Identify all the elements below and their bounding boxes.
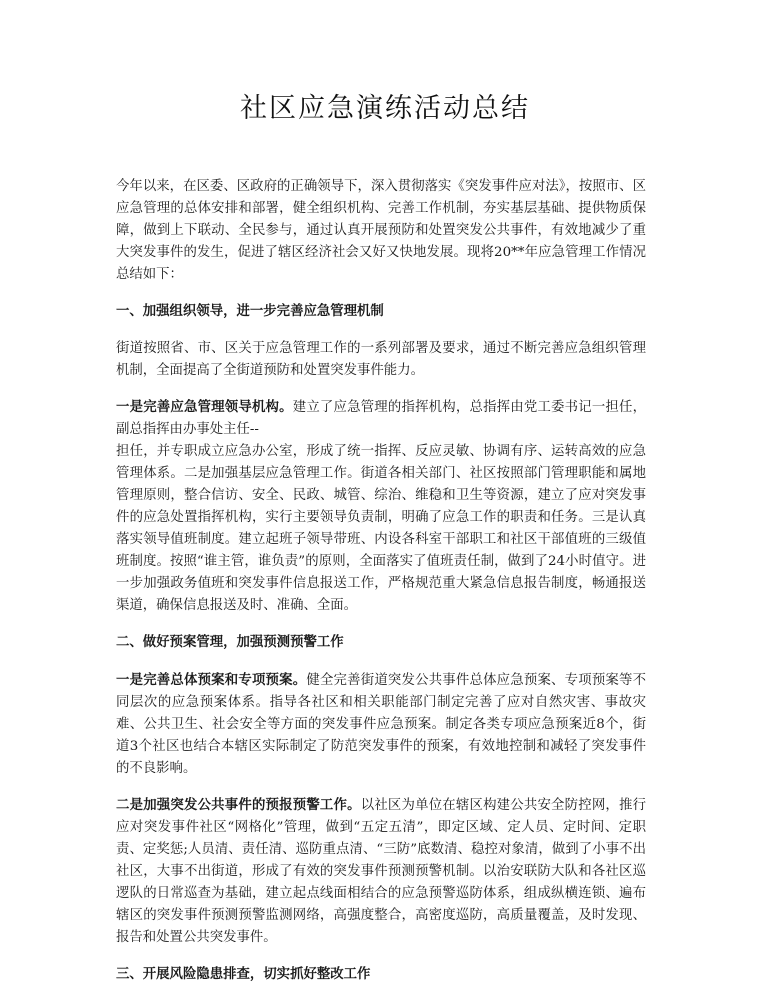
section-heading-2: 二、做好预案管理，加强预测预警工作 bbox=[116, 634, 344, 650]
section-heading-3: 三、开展风险隐患排查，切实抓好整改工作 bbox=[116, 966, 371, 982]
document-body bbox=[116, 176, 646, 1001]
intro-paragraph: 今年以来，在区委、区政府的正确领导下，深入贯彻落实《突发事件应对法》，按照市、区应急管理的总体安排和部署，健全组织机构、完善工作机制，夯实基层基础、提供物质保障，做到上下联动、全民参与，通过认真开展预防和处置突发公共事件，有效地减少了重大突发事件的发生，促进了辖区经济社会又好又快地发展。现将20**年应急管理工作情况总结如下： bbox=[116, 179, 646, 282]
paragraph-text: 健全完善街道突发公共事件总体应急预案、专项预案等不同层次的应急预案体系。指导各社区和相关职能部门制定完善了应对自然灾害、事故灾难、公共卫生、社会安全等方面的突发事件应急预案。制定各类专项应急预案近8个，街道3个社区也结合本辖区实际制定了防范突发事件的预案，有效地控制和减轻了突发事件的不良影响。 bbox=[116, 673, 647, 776]
document-title: 社区应急演练活动总结 bbox=[240, 93, 530, 124]
paragraph-lead: 一是完善应急管理领导机构。 bbox=[116, 399, 293, 415]
section-2-plan-paragraph bbox=[116, 669, 646, 780]
paragraph-text: 以社区为单位在辖区构建公共安全防控网，推行应对突发事件社区“网格化”管理，做到“五定五清”，即定区域、定人员、定时间、定职责、定奖惩;人员清、责任清、巡防重点清、“三防”底数清、稳控对象清，做到了小事不出社区，大事不出街道，形成了有效的突发事件预测预警机制。以治安联防大队和各社区巡逻队的日常巡查为基础，建立起点线面相结合的应急预警巡防体系，组成纵横连锁、遍布辖区的突发事件预测预警监测网络，高强度整合，高密度巡防，高质量覆盖，及时发现、报告和处置公共突发事件。 bbox=[116, 798, 647, 945]
section-heading-1: 一、加强组织领导，进一步完善应急管理机制 bbox=[116, 303, 384, 319]
section-2-warning-paragraph bbox=[116, 794, 646, 949]
paragraph-lead: 一是完善总体预案和专项预案。 bbox=[116, 672, 307, 688]
section-1-paragraph: 街道按照省、市、区关于应急管理工作的一系列部署及要求，通过不断完善应急组织管理机制，全面提高了全街道预防和处置突发事件能力。 bbox=[116, 341, 646, 378]
paragraph-text: 建立了应急管理的指挥机构，总指挥由党工委书记一担任，副总指挥由办事处主任-- bbox=[116, 400, 646, 437]
section-1-continuation-paragraph: 担任，并专职成立应急办公室，形成了统一指挥、反应灵敏、协调有序、运转高效的应急管理体系。二是加强基层应急管理工作。街道各相关部门、社区按照部门管理职能和属地管理原则，整合信访、安全、民政、城管、综治、维稳和卫生等资源，建立了应对突发事件的应急处置指挥机构，实行主要领导负责制，明确了应急工作的职责和任务。三是认真落实领导值班制度。建立起班子领导带班、内设各科室干部职工和社区干部值班的三级值班制度。按照“谁主管，谁负责”的原则，全面落实了值班责任制，做到了24小时值守。进一步加强政务值班和突发事件信息报送工作，严格规范重大紧急信息报告制度，畅通报送渠道，确保信息报送及时、准确、全面。 bbox=[116, 444, 646, 613]
paragraph-lead: 二是加强突发公共事件的预报预警工作。 bbox=[116, 797, 361, 813]
section-1-leadership-paragraph bbox=[116, 396, 646, 441]
